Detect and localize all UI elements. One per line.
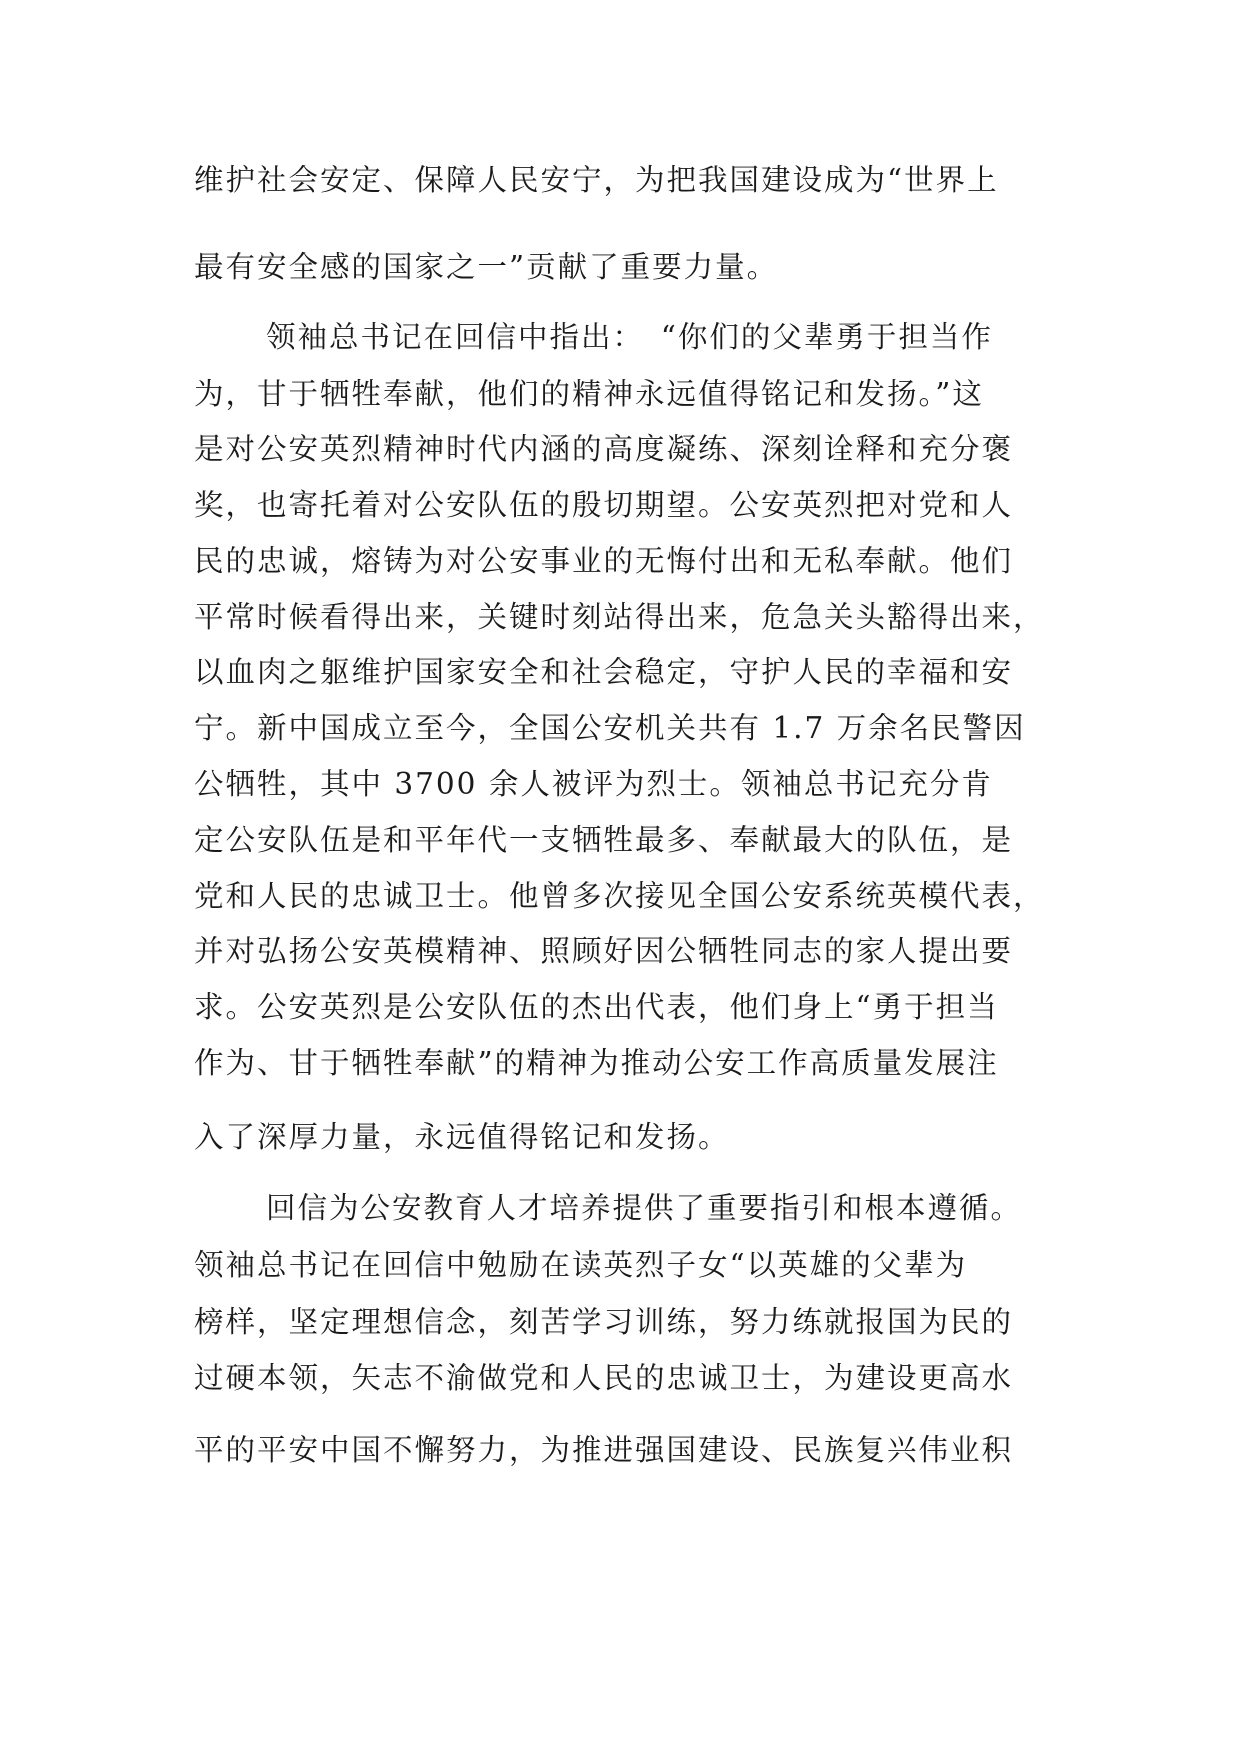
paragraph-start-line: 回信为公安教育人才培养提供了重要指引和根本遵循。 [266, 1191, 1023, 1225]
text-line: 党和人民的忠诚卫士。他曾多次接见全国公安系统英模代表， [194, 879, 1045, 913]
text-line: 维护社会安定、保障人民安宁，为把我国建设成为“世界上 [194, 163, 999, 197]
text-line: 领袖总书记在回信中勉励在读英烈子女“以英雄的父辈为 [194, 1248, 968, 1282]
text-line: 为，甘于牺牲奉献，他们的精神永远值得铭记和发扬。”这 [194, 377, 984, 411]
text-line: 定公安队伍是和平年代一支牺牲最多、奉献最大的队伍，是 [194, 823, 1014, 857]
text-line: 求。公安英烈是公安队伍的杰出代表，他们身上“勇于担当 [194, 990, 999, 1024]
text-line: 过硬本领，矢志不渝做党和人民的忠诚卫士，为建设更高水 [194, 1361, 1014, 1395]
text-line: 民的忠诚，熔铸为对公安事业的无悔付出和无私奉献。他们 [194, 544, 1014, 578]
paragraph-start-line: 领袖总书记在回信中指出： “你们的父辈勇于担当作 [266, 320, 993, 354]
text-line: 平的平安中国不懈努力，为推进强国建设、民族复兴伟业积 [194, 1433, 1014, 1467]
text-line: 并对弘扬公安英模精神、照顾好因公牺牲同志的家人提出要 [194, 934, 1014, 968]
text-line: 平常时候看得出来，关键时刻站得出来，危急关头豁得出来， [194, 600, 1045, 634]
text-line: 以血肉之躯维护国家安全和社会稳定，守护人民的幸福和安 [194, 655, 1014, 689]
text-line: 公牺牲，其中 3700 余人被评为烈士。领袖总书记充分肯 [194, 767, 993, 801]
text-line: 最有安全感的国家之一”贡献了重要力量。 [194, 250, 779, 284]
text-line: 入了深厚力量，永远值得铭记和发扬。 [194, 1120, 730, 1154]
text-line: 宁。新中国成立至今，全国公安机关共有 1.7 万余名民警因 [194, 711, 1026, 745]
text-line: 奖，也寄托着对公安队伍的殷切期望。公安英烈把对党和人 [194, 488, 1014, 522]
text-line: 作为、甘于牺牲奉献”的精神为推动公安工作高质量发展注 [194, 1046, 999, 1080]
text-line: 榜样，坚定理想信念，刻苦学习训练，努力练就报国为民的 [194, 1305, 1014, 1339]
text-line: 是对公安英烈精神时代内涵的高度凝练、深刻诠释和充分褒 [194, 432, 1014, 466]
